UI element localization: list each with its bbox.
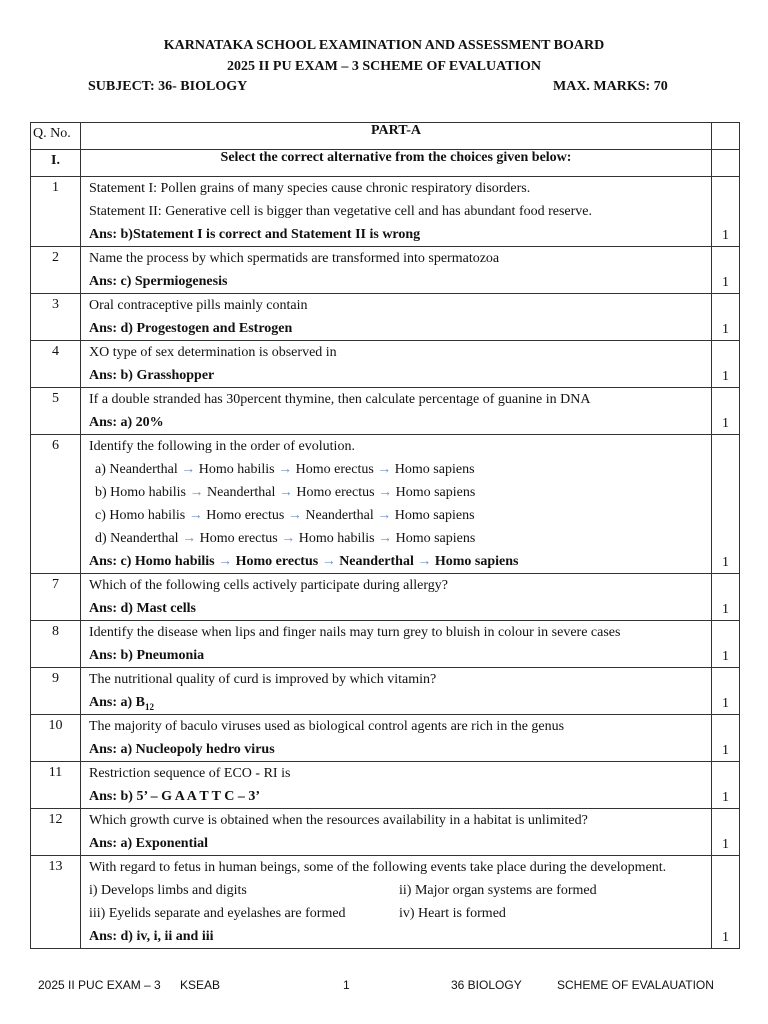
question-body <box>81 435 712 574</box>
max-marks-label: MAX. MARKS: 70 <box>553 79 668 94</box>
question-row <box>31 856 740 949</box>
question-body <box>81 621 712 668</box>
question-text: Restriction sequence of ECO - RI is <box>89 766 291 781</box>
question-text: Statement I: Pollen grains of many species cause chronic respiratory disorders. <box>89 181 531 196</box>
question-marks: 1 <box>712 856 740 949</box>
question-text: Identify the following in the order of evolution. <box>89 439 355 454</box>
answer-line <box>81 597 711 620</box>
option-pair <box>81 902 711 925</box>
question-marks: 1 <box>712 435 740 574</box>
question-marks: 1 <box>712 574 740 621</box>
arrow-icon: → <box>181 462 196 477</box>
arrow-icon: → <box>281 531 296 546</box>
question-body <box>81 341 712 388</box>
answer-line <box>81 738 711 761</box>
arrow-icon: → <box>378 531 393 546</box>
answer-line <box>81 691 711 714</box>
question-number: 6 <box>31 435 81 574</box>
option-item: ii) Major organ systems are formed <box>399 883 597 898</box>
arrow-icon: → <box>377 462 392 477</box>
arrow-icon: → <box>182 531 197 546</box>
answer-text: Ans: b)Statement I is correct and Statement II is wrong <box>89 227 421 242</box>
question-row <box>31 809 740 856</box>
question-row <box>31 762 740 809</box>
arrow-icon: → <box>378 485 393 500</box>
footer-document: SCHEME OF EVALAUATION <box>557 978 714 992</box>
question-marks: 1 <box>712 809 740 856</box>
question-row <box>31 388 740 435</box>
question-row <box>31 715 740 762</box>
question-body <box>81 809 712 856</box>
questions-table <box>30 122 740 949</box>
question-number: 9 <box>31 668 81 715</box>
question-marks: 1 <box>712 177 740 247</box>
question-row <box>31 668 740 715</box>
answer-text: Ans: a) Nucleopoly hedro virus <box>89 742 275 757</box>
question-number: 5 <box>31 388 81 435</box>
question-body <box>81 247 712 294</box>
question-row <box>31 341 740 388</box>
question-row <box>31 177 740 247</box>
answer-line <box>81 223 711 246</box>
answer-subscript: 12 <box>145 701 155 712</box>
answer-text: Ans: b) 5’ – G A A T T C – 3’ <box>89 789 261 804</box>
question-number: 7 <box>31 574 81 621</box>
section-number: I. <box>31 150 81 177</box>
question-row <box>31 247 740 294</box>
question-text: c) Homo habilis → Homo erectus → Neanderthal → Homo sapiens <box>95 508 475 523</box>
arrow-icon: → <box>287 508 302 523</box>
arrow-icon: → <box>321 554 336 569</box>
question-body <box>81 856 712 949</box>
option-pair <box>81 879 711 902</box>
board-title: KARNATAKA SCHOOL EXAMINATION AND ASSESSMENT BOARD <box>163 38 605 53</box>
footer-page-number: 1 <box>343 978 350 992</box>
question-text: Identify the disease when lips and finger nails may turn grey to bluish in colour in severe cases <box>89 625 621 640</box>
answer-text: Ans: d) iv, i, ii and iii <box>89 929 214 944</box>
question-text: Statement II: Generative cell is bigger than vegetative cell and has abundant food reserve. <box>89 204 593 219</box>
marks-header <box>712 123 740 150</box>
answer-line <box>81 550 711 573</box>
answer-line <box>81 270 711 293</box>
answer-line <box>81 364 711 387</box>
question-body <box>81 388 712 435</box>
answer-text: Ans: b) Pneumonia <box>89 648 205 663</box>
section-instruction: Select the correct alternative from the choices given below: <box>81 150 712 177</box>
answer-text: Ans: a) B <box>89 695 146 710</box>
question-body <box>81 762 712 809</box>
answer-line <box>81 644 711 667</box>
question-row <box>31 294 740 341</box>
question-marks: 1 <box>712 621 740 668</box>
arrow-icon: → <box>377 508 392 523</box>
question-text: The nutritional quality of curd is improved by which vitamin? <box>89 672 437 687</box>
answer-line <box>81 411 711 434</box>
question-number: 12 <box>31 809 81 856</box>
arrow-icon: → <box>278 485 293 500</box>
question-text: With regard to fetus in human beings, some of the following events take place during the development. <box>89 860 667 875</box>
question-text: The majority of baculo viruses used as biological control agents are rich in the genus <box>89 719 565 734</box>
question-number: 13 <box>31 856 81 949</box>
option-item: i) Develops limbs and digits <box>89 883 247 898</box>
question-text: If a double stranded has 30percent thymine, then calculate percentage of guanine in DNA <box>89 392 591 407</box>
answer-text: Ans: b) Grasshopper <box>89 368 215 383</box>
subject-label: SUBJECT: 36- BIOLOGY <box>88 79 248 94</box>
answer-text: Ans: a) 20% <box>89 415 164 430</box>
question-body <box>81 177 712 247</box>
option-item: iii) Eyelids separate and eyelashes are formed <box>89 906 346 921</box>
question-row <box>31 574 740 621</box>
question-text: Which growth curve is obtained when the resources availability in a habitat is unlimited? <box>89 813 588 828</box>
question-marks: 1 <box>712 715 740 762</box>
question-number: 10 <box>31 715 81 762</box>
question-body <box>81 668 712 715</box>
question-text: d) Neanderthal → Homo erectus → Homo habilis → Homo sapiens <box>95 531 476 546</box>
question-marks: 1 <box>712 762 740 809</box>
answer-line <box>81 925 711 948</box>
part-header: PART-A <box>81 123 712 150</box>
arrow-icon: → <box>188 508 203 523</box>
section-marks <box>712 150 740 177</box>
arrow-icon: → <box>278 462 293 477</box>
answer-text: Ans: c) Homo habilis → Homo erectus → Neanderthal → Homo sapiens <box>89 554 519 569</box>
question-marks: 1 <box>712 668 740 715</box>
arrow-icon: → <box>417 554 432 569</box>
question-number: 3 <box>31 294 81 341</box>
question-number: 4 <box>31 341 81 388</box>
question-text: b) Homo habilis → Neanderthal → Homo erectus → Homo sapiens <box>95 485 476 500</box>
question-marks: 1 <box>712 341 740 388</box>
answer-text: Ans: c) Spermiogenesis <box>89 274 228 289</box>
option-item: iv) Heart is formed <box>399 906 506 921</box>
question-row <box>31 621 740 668</box>
answer-text: Ans: a) Exponential <box>89 836 209 851</box>
answer-text: Ans: d) Progestogen and Estrogen <box>89 321 293 336</box>
footer-exam: 2025 II PUC EXAM – 3 <box>38 978 161 992</box>
arrow-icon: → <box>189 485 204 500</box>
question-marks: 1 <box>712 388 740 435</box>
answer-line <box>81 785 711 808</box>
answer-line <box>81 832 711 855</box>
footer-subject: 36 BIOLOGY <box>451 978 522 992</box>
question-body <box>81 294 712 341</box>
col-qno-header: Q. No. <box>31 123 81 150</box>
question-text: XO type of sex determination is observed in <box>89 345 337 360</box>
question-number: 11 <box>31 762 81 809</box>
question-text: Which of the following cells actively participate during allergy? <box>89 578 448 593</box>
answer-text: Ans: d) Mast cells <box>89 601 196 616</box>
question-marks: 1 <box>712 294 740 341</box>
question-text: Name the process by which spermatids are transformed into spermatozoa <box>89 251 500 266</box>
answer-line <box>81 317 711 340</box>
table-header-row <box>31 123 740 150</box>
question-number: 1 <box>31 177 81 247</box>
question-body <box>81 574 712 621</box>
question-text: Oral contraceptive pills mainly contain <box>89 298 308 313</box>
question-marks: 1 <box>712 247 740 294</box>
question-number: 8 <box>31 621 81 668</box>
section-row <box>31 150 740 177</box>
question-number: 2 <box>31 247 81 294</box>
question-row <box>31 435 740 574</box>
footer-board: KSEAB <box>180 978 221 992</box>
exam-title: 2025 II PU EXAM – 3 SCHEME OF EVALUATION <box>227 59 541 74</box>
question-text: a) Neanderthal → Homo habilis → Homo erectus → Homo sapiens <box>95 462 475 477</box>
arrow-icon: → <box>218 554 233 569</box>
question-body <box>81 715 712 762</box>
